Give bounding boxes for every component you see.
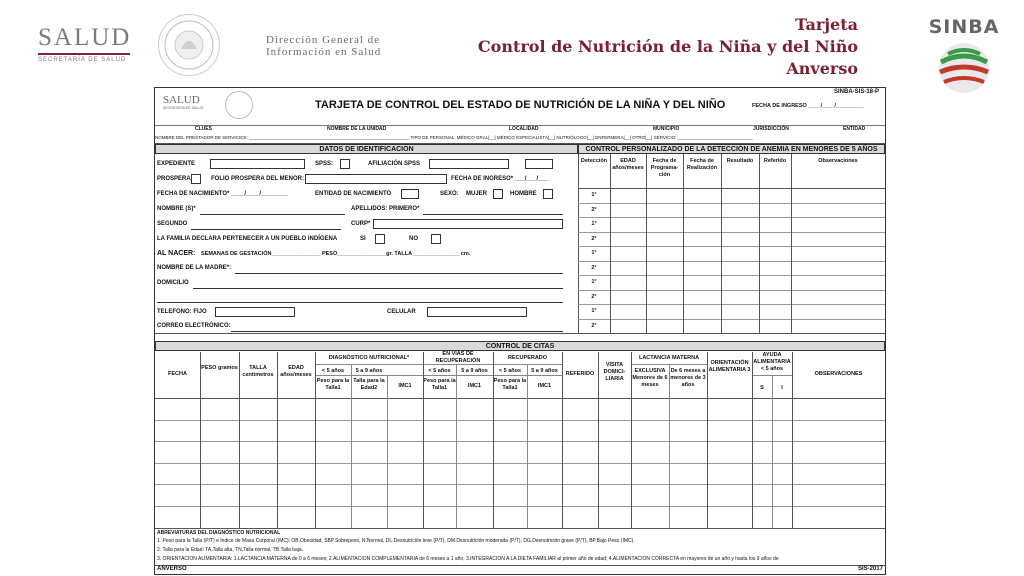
citas-fecha-header: FECHA [168, 371, 187, 377]
citas-rec-imc: IMC1 [537, 383, 552, 389]
celular-input[interactable] [427, 307, 527, 317]
citas-observaciones-header: OBSERVACIONES [814, 371, 863, 377]
anemia-row-label: 1° [591, 192, 597, 198]
citas-lact-de6: De 6 meses a menores de 3 años [670, 368, 706, 388]
citas-lactancia-header: LACTANCIA MATERNA [638, 355, 700, 361]
citas-rec-pt: Peso para la Talla1 [493, 378, 527, 391]
afiliacion-input-2[interactable] [525, 159, 553, 169]
anemia-row-label: 1° [591, 221, 597, 227]
anemia-header-3: Fecha de Realización [686, 158, 718, 171]
expediente-input[interactable] [210, 159, 305, 169]
citas-vias-5a9: 5 a 9 años [461, 368, 488, 374]
anemia-row-label: 2° [591, 235, 597, 242]
sinba-globe-icon [936, 40, 992, 96]
citas-visita-header: VISITA DOMICI-LIARIA [603, 362, 626, 382]
citas-recuperado-header: RECUPERADO [507, 355, 548, 361]
citas-ayuda-i: I [781, 385, 783, 391]
entidad-nacimiento-input[interactable] [401, 189, 419, 199]
citas-referido-header: REFERIDO [565, 371, 595, 377]
abbrev-1: 1. Peso para la Talla (P/T) e Índice de Masa Corporal (IMC): OB.Obesidad, SBP.Sobrepeso, N.Normal, DL.Desnutrición leve (P/T), DM.Desnutrición moderada (P/T), DG.Desnutrición grave (P/T), BP.Bajo Peso (IMC). [157, 538, 635, 544]
citas-peso-header: PESO gramos [201, 365, 238, 371]
spss-checkbox[interactable] [340, 159, 350, 169]
anemia-row-label: 2° [591, 322, 597, 329]
national-seal-icon [158, 14, 220, 76]
anemia-header-0: Detección [580, 158, 608, 164]
citas-diag-imc: IMC1 [398, 383, 412, 389]
footer-anverso: ANVERSO [157, 566, 187, 572]
citas-vias-imc: IMC1 [467, 383, 482, 389]
curp-input[interactable] [373, 219, 563, 229]
citas-vias-pt: Peso para la Talla1 [423, 378, 456, 391]
location-labels: CLUES NOMBRE DE LA UNIDAD LOCALIDAD MUNICIPIO JURISDICCIÓN ENTIDAD [195, 126, 866, 132]
form-code: SINBA-SIS-18-P [833, 89, 879, 95]
anemia-header-5: Referido [763, 158, 787, 164]
citas-ayuda-header: AYUDA ALIMENTARIA < 5 años [753, 352, 791, 372]
fecha-ingreso: FECHA DE INGRESO ____/____/_________ [752, 103, 864, 109]
section-citas: CONTROL DE CITAS [155, 341, 885, 351]
form-title: TARJETA DE CONTROL DEL ESTADO DE NUTRICIÓN DE LA NIÑA Y DEL NIÑO [315, 99, 726, 111]
section-identification: DATOS DE IDENTIFICACIÓN [155, 144, 578, 154]
nutrition-card-form: SINBA-SIS-18-P SALUD SECRETARÍA DE SALUD TARJETA DE CONTROL DEL ESTADO DE NUTRICIÓN DE LA NIÑA Y DEL NIÑO FECHA DE INGRESO ____/____/_________ CLUES NOMBRE DE LA UNIDAD LOCALIDAD MUNICIPIO JURISDICCIÓN ENTIDAD NOMBRE DEL PRESTADOR DE SERVICIOS: ________________________________________________________________ TIPO DE PERSONAL: MÉDICO GRAL|__| MÉDICO ESPECIALISTA|__| NUTRIÓLOGO|__| ENFERMERA|__| OTRO|__| SERVICIO: ______________________________ DATOS DE IDENTIFICACIÓN CONTROL PERSONALIZADO DE LA DETECCIÓN DE ANEMIA EN MENORES DE 5 AÑOS EXPEDIENTE SPSS: AFILIACIÓN SPSS PROSPERA FOLIO PROSPERA DEL MENOR: FECHA DE INGRESO* ___/___/___ FECHA DE NACIMIENTO* ____/____/________ ENTIDAD DE NACIMIENTO SEXO: MUJER HOMBRE NOMBRE (S)* APELLIDOS: PRIMERO* SEGUNDO CURP* LA FAMILIA DECLARA PERTENECER A UN PUEBLO INDÍGENA SI NO AL NACER: SEMANAS DE GESTACIÓN________________ PESO________________gr. TALLA _______________ cm. NOMBRE DE LA MADRE*: DOMICILIO TELEFONO: FIJO CELULAR CORREO ELECTRÓNICO: Detección EDAD años/meses Fecha de Programa-ción Fecha de Realización Resultado Referido Observaciones 1° 2° 1° 2° 1° 2° 1° 2° 1° 2° CONTROL DE CITAS FECHA PESO gramos TALLA centímetros EDAD años/meses DIAGNÓSTICO NUTRICIONAL* EN VIAS DE RECUPERACIÓN RECUPERADO REFERIDO VISITA DOMICI-LIARIA LACTANCIA MATERNA ORIENTACIÓN ALIMENTARIA 3 AYUDA ALIMENTARIA < 5 años OBSERVACIONES < 5 años 5 a 9 años < 5 años 5 a 9 años < 5 años 5 a 9 años Peso para la Talla1 Talla para la Edad2 IMC1 Peso para la Talla1 IMC1 Peso para la Talla1 IMC1 EXCLUSIVA Menores de 6 meses De 6 meses a menores de 3 años S I ABREVIATURAS DEL DIAGNÓSTICO NUTRICIONAL 1. Peso para la Talla (P/T) e Índice de Masa Corporal (IMC): OB.Obesidad, SBP.Sobrepeso, N.Normal, DL.Desnutrición leve (P/T), DM.Desnutrición moderada (P/T), DG.Desnutrición grave (P/T), BP.Bajo Peso (IMC). 2. Talla para la Edad: TA.Talla alta, TN.Talla normal, TB.Talla baja. 3. ORIENTACIÓN ALIMENTARIA: 1.LACTANCIA MATERNA de 0 a 6 meses; 2.ALIMENTACIÓN COMPLEMENTARIA de 6 meses a 1 año; 3.INTEGRACIÓN A LA DIETA FAMILIAR al primer año de edad; 4.ALIMENTACIÓN CORRECTA en mayores de un año y hasta los 9 años de ANVERSO SIS-2017 [154, 87, 886, 575]
prospera-checkbox[interactable] [191, 174, 201, 184]
prestador-line: NOMBRE DEL PRESTADOR DE SERVICIOS: ________________________________________________________________ TIPO DE PERSONAL: MÉDICO GRAL|__| MÉDICO ESPECIALISTA|__| NUTRIÓLOGO|__| ENFERMERA|__| OTRO|__| SERVICIO: ______________________________ [155, 135, 753, 140]
page-header [0, 0, 1024, 88]
sinba-logo: SINBA [928, 16, 1000, 101]
citas-edad-header: EDAD años/meses [280, 365, 312, 378]
salud-logo [38, 24, 138, 68]
abbrev-title: ABREVIATURAS DEL DIAGNÓSTICO NUTRICIONAL [157, 530, 281, 536]
anemia-header-1: EDAD años/meses [612, 158, 644, 171]
citas-diag-5a9: 5 a 9 años [355, 368, 383, 374]
page-title: Tarjeta Control de Nutrición de la Niña y del Niño Anverso [477, 15, 858, 78]
form-salud-logo: SALUD SECRETARÍA DE SALUD [163, 94, 204, 110]
salud-sub: SECRETARÍA DE SALUD [38, 57, 127, 63]
abbrev-3: 3. ORIENTACIÓN ALIMENTARIA: 1.LACTANCIA MATERNA de 0 a 6 meses; 2.ALIMENTACIÓN COMPLEMENTARIA de 6 meses a 1 año; 3.INTEGRACIÓN A LA DIETA FAMILIAR al primer año de edad; 4.ALIMENTACIÓN CORRECTA en mayores de un año y hasta los 9 años de [157, 556, 779, 562]
citas-lact-exclusiva: EXCLUSIVA Menores de 6 meses [632, 368, 668, 388]
citas-orientacion-header: ORIENTACIÓN ALIMENTARIA 3 [708, 360, 751, 373]
sexo-mujer-checkbox[interactable] [493, 189, 503, 199]
section-anemia: CONTROL PERSONALIZADO DE LA DETECCIÓN DE ANEMIA EN MENORES DE 5 AÑOS [578, 144, 885, 154]
anemia-row-label: 1° [591, 250, 597, 256]
citas-vias-lt5: < 5 años [428, 368, 451, 374]
form-seal-icon [225, 91, 253, 119]
telefono-fijo-input[interactable] [215, 307, 295, 317]
anemia-header-4: Resultado [726, 158, 754, 164]
footer-sis: SIS-2017 [857, 566, 883, 572]
dgis-title: Dirección General de Información en Salud [266, 34, 382, 58]
anemia-row-label: 2° [591, 206, 597, 213]
indigena-no-checkbox[interactable] [431, 234, 441, 244]
citas-diag-te: Talla para la Edad2 [353, 378, 385, 391]
anemia-row-label: 1° [591, 279, 597, 285]
anemia-header-2: Fecha de Programa-ción [650, 158, 679, 178]
citas-rec-lt5: < 5 años [498, 368, 522, 374]
folio-input[interactable] [305, 174, 447, 184]
anemia-row-label: 2° [591, 293, 597, 300]
citas-diag-pt: Peso para la Talla1 [316, 378, 350, 391]
citas-diag-header: DIAGNÓSTICO NUTRICIONAL* [328, 355, 410, 361]
salud-word: SALUD [38, 24, 132, 51]
citas-ayuda-s: S [760, 385, 764, 391]
abbrev-2: 2. Talla para la Edad: TA.Talla alta, TN.Talla normal, TB.Talla baja. [157, 547, 304, 553]
citas-talla-header: TALLA centímetros [242, 365, 274, 378]
indigena-si-checkbox[interactable] [375, 234, 385, 244]
citas-vias-header: EN VIAS DE RECUPERACIÓN [435, 351, 481, 364]
sexo-hombre-checkbox[interactable] [543, 189, 553, 199]
anemia-row-label: 1° [591, 308, 597, 314]
anemia-row-label: 2° [591, 264, 597, 271]
anemia-header-6: Observaciones [818, 158, 858, 164]
citas-rec-5a9: 5 a 9 años [531, 368, 558, 374]
afiliacion-input[interactable] [429, 159, 509, 169]
citas-diag-lt5: < 5 años [321, 368, 345, 374]
